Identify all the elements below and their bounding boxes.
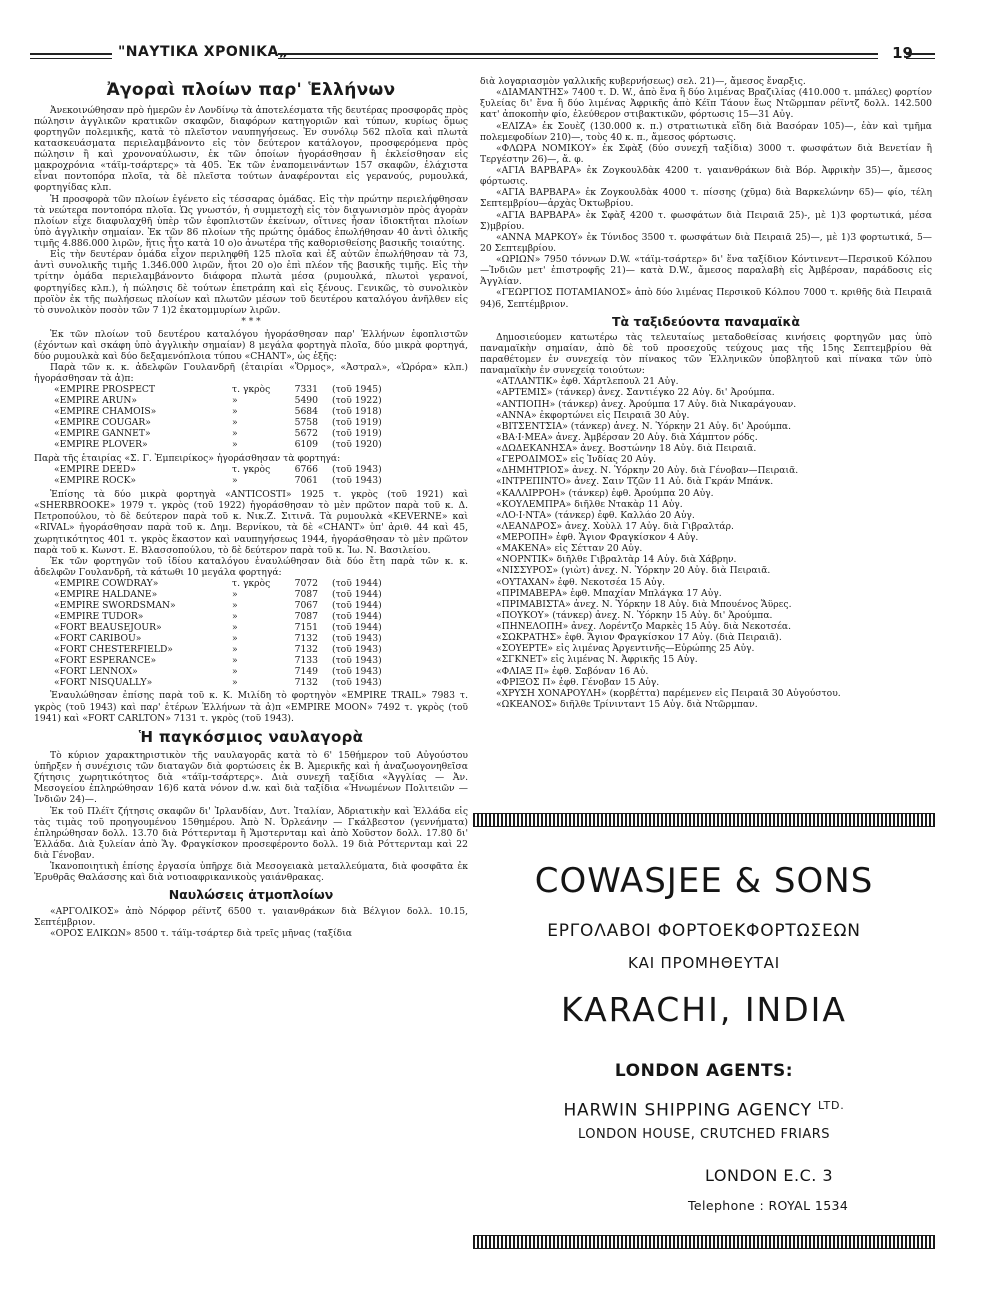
paragraph: Παρὰ τῆς ἑταιρίας «Σ. Γ. Ἐμπειρίκος» ἠγοράσθησαν τὰ φορτηγά: [34, 453, 341, 465]
movement-item: «ΒΑ·Ι·ΜΕΑ» ἀνεχ. Ἀμβέρσαν 20 Αὐγ. διὰ Χάμπτον ρόδς. [496, 431, 758, 443]
section-divider-stars: * * * [241, 316, 261, 327]
ship-list-chartered [54, 579, 402, 688]
ship-build-year: (τοῦ 1943) [332, 475, 382, 487]
ship-build-year: (τοῦ 1943) [332, 632, 382, 644]
ship-tonnage-unit: » [232, 621, 238, 633]
ship-tonnage-unit: τ. γκρὸς [232, 578, 271, 590]
movement-item: «ΜΑΚΕΝΑ» εἰς Σέτταν 20 Αὐγ. [496, 543, 643, 555]
paragraph: «ΔΙΑΜΑΝΤΗΣ» 7400 τ. D. W., ἀπὸ ἕνα ἢ δύο λιμένας Βραζιλίας (410.000 τ. μπάλες) φορτίον ξυλείας δι' ἕνα ἢ δύο λιμένας Ἀφρικῆς ἀπὸ Κέϊπ Τάουν ἕως Ντῶρμπαν ρέϊντζ δολλ. 142.500 κατ' ἀποκοπὴν φίο, ἐλεύθερον στιβακτικῶν, φόρτωσις 15—31 Αὐγ. [480, 87, 932, 121]
ship-tonnage: 7061 [294, 475, 318, 487]
header-rule-middle [278, 53, 878, 59]
paragraph: Δημοσιεύομεν κατωτέρω τὰς τελευταίως μεταδοθείσας κινήσεις φορτηγῶν μας ὑπὸ παναμαϊκὴν σημαίαν, ἀπὸ δὲ τοῦ προσεχοῦς τεύχους μας τῆς 15ης Σεπτεμβρίου θὰ παραθέτομεν ἐν συνεχείᾳ τὸν πίνακος τῶν Ἑλληνικῶν ὑποβλητοῦ καὶ πίνακα τῶν ὑπὸ παναμαϊκὴν ἐν συνεχείᾳ τοιούτων: [480, 331, 932, 377]
movement-item: «ΠΡΙΜΑΒΕΡΑ» ἐφθ. Μπαχίαν Μπλάγκα 17 Αὐγ. [496, 587, 722, 599]
ship-build-year: (τοῦ 1943) [332, 464, 382, 476]
ship-name: «EMPIRE GANNET» [54, 428, 151, 440]
paragraph: «ΑΝΝΑ ΜΑΡΚΟΥ» ἐκ Τύνιδος 3500 τ. φωσφάτων διὰ Πειραιᾶ 25)—, μὲ 1)3 φορτωτικά, 5—20 Σεπτεμβρίου. [480, 231, 932, 254]
ship-row [54, 440, 402, 451]
ship-row [54, 645, 402, 656]
ship-tonnage: 7149 [294, 665, 318, 677]
ship-name: «EMPIRE HALDANE» [54, 589, 158, 600]
paragraph: «ΟΡΟΣ ΕΛΙΚΩΝ» 8500 τ. τάϊμ-τσάρτερ διὰ τρεῖς μῆνας (ταξίδια [50, 927, 353, 939]
ad-agency-name: HARWIN SHIPPING AGENCY $^{LTD.}$ [563, 1099, 845, 1121]
paragraph: «ΓΕΩΡΓΙΟΣ ΠΟΤΑΜΙΑΝΟΣ» ἀπὸ δύο λιμένας Περσικοῦ Κόλπου 7000 τ. κριθῆς διὰ Πειραιᾶ 94)6, Σεπτέμβριον. [480, 287, 932, 310]
ship-row [54, 656, 402, 667]
movement-item: «ΑΝΤΙΟΠΗ» (τάνκερ) ἀνεχ. Ἀρούμπα 17 Αὐγ. διὰ Νικαράγουαν. [496, 398, 797, 410]
ship-name: «FORT LENNOX» [54, 665, 138, 677]
movement-item: «ΒΙΤΣΕΝΤΣΙΑ» (τάνκερ) ἀνεχ. Ν. Ὑόρκην 21 Αὐγ. δι' Ἀρούμπα. [496, 420, 792, 432]
ship-tonnage: 6766 [294, 464, 318, 476]
section-title-steamship-charters: Ναυλώσεις ἀτμοπλοίων [168, 887, 334, 903]
ship-name: «EMPIRE PLOVER» [54, 439, 148, 451]
advertisement-cowasjee [473, 813, 935, 1249]
paragraph: «ΑΓΙΑ ΒΑΡΒΑΡΑ» ἐκ Σφὰξ 4200 τ. φωσφάτων διὰ Πειραιᾶ 25)-, μὲ 1)3 φορτωτικά, μέσα Σ)μβρίου. [480, 209, 932, 232]
section-title-panamanian-ships: Τὰ ταξιδεύοντα παναμαϊκὰ [612, 313, 800, 329]
left-column [34, 76, 468, 939]
header-rule-left [30, 53, 112, 59]
ship-name: «EMPIRE PROSPECT [54, 384, 156, 396]
ship-build-year: (τοῦ 1944) [332, 578, 382, 590]
ship-tonnage: 7331 [294, 384, 318, 396]
ship-tonnage: 7133 [294, 654, 318, 666]
ad-city: KARACHI, INDIA [561, 990, 847, 1029]
movement-item: «ΔΗΜΗΤΡΙΟΣ» ἀνεχ. Ν. Ὑόρκην 20 Αὐγ. διὰ Γένοβαν—Πειραιᾶ. [496, 465, 799, 477]
movement-item: «ΝΟΡΝΤΙΚ» διῆλθε Γιβραλτὰρ 14 Αὐγ. διὰ Χάβρην. [496, 554, 737, 566]
ship-build-year: (τοῦ 1944) [332, 599, 382, 611]
movement-item: «ΔΩΔΕΚΑΝΗΣΑ» ἀνεχ. Βοστώνην 18 Αὐγ. διὰ Πειραιᾶ. [496, 443, 757, 454]
paragraph: Ἐκ τοῦ Πλέϊτ ζήτησις σκαφῶν δι' Ἰρλανδίαν, Δυτ. Ἰταλίαν, Ἀδριατικὴν καὶ Ἑλλάδα εἰς τὰς τιμὰς τοῦ προηγουμένου 15θημέρου. Ἀπὸ Ν. Ὀρλεάνην — Γκάλβεστον (γεννήματα) ἐπληρώθησαν δολλ. 13.70 διὰ Ρόττερνταμ ἢ Ἄμστερνταμ καὶ ἀπὸ Χοῦστον δολλ. 17.80 δι' Ἑλλάδα. Διὰ ξυλείαν ἀπὸ Ἅγ. Φραγκίσκον προσεφέροντο δολλ. 19 διὰ Ρόττερνταμ καὶ 22 διὰ Γένοβαν. [34, 805, 468, 862]
ship-build-year: (τοῦ 1943) [332, 665, 382, 677]
paragraph: «ΑΓΙΑ ΒΑΡΒΑΡΑ» ἐκ Ζογκουλδὰκ 4200 τ. γαιανθράκων διὰ Βόρ. Ἀφρικὴν 35)—, ἄμεσος φόρτωσις. [480, 165, 932, 188]
paragraph: Ἡ προσφορὰ τῶν πλοίων ἐγένετο εἰς τέσσαρας ὁμάδας. Εἰς τὴν πρώτην περιελήφθησαν τὰ νεώτερα ποντοπόρα πλοῖα. Ὡς γνωστόν, ἡ συμμετοχὴ εἰς τὸν διαγωνισμὸν πρὸς ἀγορὰν πλοίων εἶχε διαφυλαχθῆ ὑπὲρ τῶν ἐφοπλιστῶν ἐκείνων, οἵτινες ἦσαν ἰδιοκτῆται πλοίων ὑπὸ ἀγγλικὴν σημαίαν. Ἐκ τῶν 86 πλοίων τῆς πρώτης ὁμάδος ἐπωλήθησαν 40 ἀντὶ ὁλικῆς τιμῆς 4.886.000 λιρῶν, ἥτις ἦτο κατὰ 10 ο)ο ἀνωτέρα τῆς καθορισθείσης βασικῆς τοιαύτης. [34, 193, 468, 250]
paragraph: «ΦΛΩΡΑ ΝΟΜΙΚΟΥ» ἐκ Σφὰξ (δύο συνεχῆ ταξίδια) 3000 τ. φωσφάτων διὰ Βενετίαν ἢ Τεργέστην 26)—, ἄ. φ. [480, 142, 932, 165]
ad-telephone: Telephone : ROYAL 1534 [688, 1198, 849, 1213]
ship-name: «EMPIRE DEED» [54, 464, 136, 476]
ship-tonnage: 5684 [294, 406, 318, 418]
ship-tonnage: 7132 [294, 632, 318, 644]
page-number: 19 [892, 44, 913, 62]
movement-item: «ΠΟΥΚΟΥ» (τάνκερ) ἀνεχ. Ν. Ὑόρκην 15 Αὐγ. δι' Ἀρούμπα. [496, 609, 773, 621]
ship-tonnage-unit: » [232, 439, 238, 451]
movement-item: «ΟΥΤΑΧΑΝ» ἐφθ. Νεκοτσέα 15 Αὐγ. [496, 576, 666, 588]
ship-name: «EMPIRE COWDRAY» [54, 578, 159, 590]
ad-border-bottom [473, 1235, 935, 1249]
paragraph: Ἐπίσης τὰ δύο μικρὰ φορτηγὰ «ANTICOSTI» 1925 τ. γκρὸς (τοῦ 1921) καὶ «SHERBROOKE» 1979 τ. γκρὸς (τοῦ 1922) ἠγοράσθησαν τὸ μὲν πρῶτον παρὰ τοῦ κ. Δ. Πετροπούλου, τὸ δὲ δεύτερον παρὰ τοῦ κ. Νικ.Ζ. Σιτινᾶ. Τὰ ρυμουλκὰ «KEVERNE» καὶ «RIVAL» ἠγοράσθησαν παρὰ τοῦ κ. Δημ. Βερνίκου, τὰ δὲ «CHANT» ὑπ' ἀριθ. 44 καὶ 45, χωρητικότητος 401 τ. γκρὸς ἕκαστον καὶ ναυπηγήσεως 1944, ἠγοράσθησαν τὸ μὲν πρῶτον παρὰ τοῦ κ. Κωνστ. Ε. Βλασσοπούλου, τὸ δὲ δεύτερον παρὰ τοῦ κ. Ἰω. Ν. Βασιλείου. [34, 489, 468, 556]
movement-item: «ΑΤΛΑΝΤΙΚ» ἐφθ. Χάρτλεπουλ 21 Αὐγ. [496, 376, 679, 388]
ship-tonnage-unit: » [232, 632, 238, 644]
ship-tonnage-unit: » [232, 676, 238, 688]
paragraph: «ΩΡΙΩΝ» 7950 τόννων D.W. «τάϊμ-τσάρτερ» δι' ἕνα ταξίδιον Κόντινεντ—Περσικοῦ Κόλπου—Ἰνδιῶν μετ' ἐπιστροφῆς 21)— κατὰ D.W., ἄμεσος παραλαβὴ εἰς Ἀμβέρσαν, παράδοσις εἰς Ἀγγλίαν. [480, 254, 932, 288]
ship-name: «EMPIRE SWORDSMAN» [54, 599, 176, 611]
paragraph: Παρὰ τῶν κ. κ. ἀδελφῶν Γουλανδρῆ (ἑταιρίαι «Ὅρμος», «Ἀστραλ», «Ὡρόρα» κλπ.) ἠγοράσθησαν τὰ ἀ)π: [34, 362, 468, 385]
movement-item: «ΛΟ·Ι·ΝΤΑ» (τάνκερ) ἐφθ. Καλλάο 20 Αὐγ. [496, 509, 695, 521]
ship-tonnage: 6109 [294, 439, 318, 451]
movement-item: «ΣΩΚΡΑΤΗΣ» ἐφθ. Ἅγιον Φραγκίσκον 17 Αὐγ. (διὰ Πειραιᾶ). [496, 632, 782, 644]
ship-tonnage-unit: τ. γκρὸς [232, 384, 271, 396]
ship-name: «FORT BEAUSEJOUR» [54, 621, 162, 633]
ship-build-year: (τοῦ 1918) [332, 406, 382, 418]
ship-tonnage-unit: » [232, 665, 238, 677]
ship-build-year: (τοῦ 1944) [332, 589, 382, 600]
movement-item: «ΠΗΝΕΛΟΠΗ» ἀνεχ. Λορέντζο Μαρκὲς 15 Αὐγ. διὰ Νεκοτσέα. [496, 621, 791, 632]
ad-border-top [473, 813, 935, 827]
ship-tonnage: 5758 [294, 417, 318, 429]
running-header [30, 44, 935, 68]
ship-tonnage-unit: » [232, 417, 238, 429]
paragraph: «ΑΡΓΟΛΙΚΟΣ» ἀπὸ Νόρφορ ρέϊντζ 6500 τ. γαιανθράκων διὰ Βέλγιον δολλ. 10.15, Σεπτέμβριον. [34, 905, 468, 928]
movement-item: «ΣΓΚΝΕΤ» εἰς λιμένας Ν. Ἀφρικῆς 15 Αὐγ. [496, 654, 698, 666]
ship-tonnage-unit: » [232, 406, 238, 418]
ship-list-goulandris [54, 385, 402, 451]
ship-tonnage-unit: » [232, 395, 238, 407]
ship-tonnage: 7132 [294, 676, 318, 688]
movement-item: «ΝΙΣΣΥΡΟΣ» (γιὼτ) ἀνεχ. Ν. Ὑόρκην 20 Αὐγ. διὰ Πειραιᾶ. [496, 565, 771, 577]
ship-name: «FORT NISQUALLY» [54, 676, 153, 688]
ship-tonnage-unit: » [232, 428, 238, 440]
ship-build-year: (τοῦ 1919) [332, 417, 382, 429]
movement-list [480, 376, 932, 710]
ship-name: «EMPIRE TUDOR» [54, 610, 144, 622]
ship-build-year: (τοῦ 1943) [332, 654, 382, 666]
ship-list-embiricos [54, 465, 402, 487]
movement-item: «ΦΛΙΑΞ Π» ἐφθ. Σαβόναν 16 Αὐ. [496, 665, 649, 677]
movement-item: «ΣΟΥΕΡΤΕ» εἰς λιμένας Ἀργεντινῆς—Εὐρώπης 25 Αὐγ. [496, 643, 755, 655]
movement-item: «ΠΡΙΜΑΒΙΣΤΑ» ἀνεχ. Ν. Ὑόρκην 18 Αὐγ. διὰ Μπουένος Ἄϋρες. [496, 598, 792, 610]
paragraph: διὰ λογαριασμὸν γαλλικῆς κυβερνήσεως) σελ. 21)—, ἄμεσος ἔναρξις. [480, 76, 806, 87]
running-title: "ΝΑΥΤΙΚΑ ΧΡΟΝΙΚΑ„ [118, 44, 289, 60]
ship-row [54, 678, 402, 689]
ship-tonnage: 7132 [294, 643, 318, 655]
movement-item: «ΑΡΤΕΜΙΣ» (τάνκερ) ἀνεχ. Σαντιέγκο 22 Αὐγ. δι' Ἀρούμπα. [496, 387, 775, 399]
ship-name: «FORT ESPERANCE» [54, 654, 157, 666]
ad-agency-suffix: LTD. [818, 1099, 845, 1112]
ship-name: «FORT CARIBOU» [54, 632, 142, 644]
movement-item: «ΙΝΤΡΕΠΙΝΤΟ» ἀνεχ. Σαιν Τζῶν 11 Αὐ. διὰ Γκράν Μπάνκ. [496, 476, 774, 488]
ship-build-year: (τοῦ 1945) [332, 384, 382, 396]
ship-tonnage: 7151 [294, 621, 318, 633]
ship-tonnage-unit: » [232, 589, 238, 600]
paragraph: Ἀνεκοινώθησαν πρὸ ἡμερῶν ἐν Λονδίνῳ τὰ ἀποτελέσματα τῆς δευτέρας προσφορᾶς πρὸς πώλησιν ἀγγλικῶν κρατικῶν σκαφῶν, διαφόρων κατηγοριῶν καὶ τύπων, κυρίως ὅμως φορτηγῶν πολεμικῆς, κατὰ τὸ πλεῖστον ναυπηγήσεως. Ἐν συνόλῳ 562 πλοῖα καὶ πλωτὰ κατασκευάσματα περιελαμβάνοντο εἰς τὸν δεύτερον κατάλογον, προσφερόμενα πρὸς πώλησιν ἢ καὶ χρονοναύλωσιν, ἐκ τῶν ὁποίων ἠγοράσθησαν ἢ ἐκλείσθησαν εἰς μακροχρόνια «τάϊμ-τσάρτερς» τὰ 405. Ἐκ τῶν ἐναπομεινάντων 157 σκαφῶν, ἐλάχιστα εἶναι ποντοπόρα πλοῖα, τὰ δὲ πλεῖστα τούτων ἀναφέρονται εἰς γερανούς, ρυμουλκά, φορτηγίδας κλπ. [34, 104, 468, 194]
ship-tonnage-unit: τ. γκρὸς [232, 464, 271, 476]
ship-build-year: (τοῦ 1943) [332, 643, 382, 655]
ship-build-year: (τοῦ 1943) [332, 676, 382, 688]
movement-item: «ΩΚΕΑΝΟΣ» διῆλθε Τρίνινταντ 15 Αὐγ. διὰ Ντῶρμπαν. [496, 698, 758, 710]
ship-tonnage: 7087 [294, 610, 318, 622]
ship-tonnage: 7067 [294, 599, 318, 611]
ship-row [54, 667, 402, 678]
ad-company-name: COWASJEE & SONS [534, 861, 874, 901]
movement-item: «ΦΡΙΞΟΣ Π» ἐφθ. Γένοβαν 15 Αὐγ. [496, 676, 660, 688]
ad-agents-label: LONDON AGENTS: [614, 1061, 794, 1081]
header-rule-right [906, 53, 935, 59]
ship-tonnage: 5672 [294, 428, 318, 440]
right-column [480, 76, 932, 710]
movement-item: «ΚΑΛΛΙΡΡΟΗ» (τάνκερ) ἐφθ. Ἀρούμπα 20 Αὐγ. [496, 487, 714, 499]
ship-tonnage-unit: » [232, 610, 238, 622]
ship-tonnage-unit: » [232, 643, 238, 655]
ship-name: «EMPIRE ROCK» [54, 475, 137, 487]
ship-build-year: (τοῦ 1920) [332, 439, 382, 451]
ship-tonnage: 7087 [294, 589, 318, 600]
ship-build-year: (τοῦ 1922) [332, 395, 382, 407]
ship-name: «EMPIRE CHAMOIS» [54, 406, 157, 418]
ship-name: «FORT CHESTERFIELD» [54, 643, 173, 655]
movement-item: «ΑΝΝΑ» ἐκφορτώνει εἰς Πειραιᾶ 30 Αὐγ. [496, 409, 690, 421]
ship-tonnage: 5490 [294, 395, 318, 407]
ship-tonnage-unit: » [232, 599, 238, 611]
movement-item: «ΜΕΡΟΠΗ» ἐφθ. Ἅγιον Φραγκίσκον 4 Αὐγ. [496, 532, 699, 543]
ad-services-line-2: ΚΑΙ ΠΡΟΜΗΘΕΥΤΑΙ [628, 954, 780, 972]
movement-item: «ΚΟΥΛΕΜΠΡΑ» διῆλθε Ντακὰρ 11 Αὐγ. [496, 498, 683, 510]
paragraph: Ἱκανοποιητικὴ ἐπίσης ἐργασία ὑπῆρχε διὰ Μεσογειακὰ μεταλλεύματα, διὰ φοσφᾶτα ἐκ Ἐρυθρᾶς Θαλάσσης καὶ διὰ νοτιοαφρικανικοὺς γαιάνθρακας. [34, 861, 468, 884]
paragraph: Τὸ κύριον χαρακτηριστικὸν τῆς ναυλαγορᾶς κατὰ τὸ 6' 15θήμερον τοῦ Αὐγούστου ὑπῆρξεν ἡ συνέχισις τῶν διαταγῶν διὰ φορτώσεις ἐκ Β. Ἀμερικῆς καὶ ἡ ἀναζωογονηθεῖσα ζήτησις χωρητικότητος διὰ «τάϊμ-τσάρτερς». Διὰ συνεχῆ ταξίδια «Ἀγγλίας — Ἀν. Μεσογείου ἐπληρώθησαν 16)6 κατὰ νόνον d.w. καὶ διὰ ταξίδια «Ἡνωμένων Πολιτειῶν — Ἰνδιῶν 24)—. [34, 749, 468, 806]
paragraph: Ἐναυλώθησαν ἐπίσης παρὰ τοῦ κ. Κ. Μιλίδη τὸ φορτηγὸν «EMPIRE TRAIL» 7983 τ. γκρὸς (τοῦ 1943) καὶ παρ' ἑτέρων Ἑλλήνων τὰ ἀ)π «EMPIRE MOON» 7492 τ. γκρὸς (τοῦ 1941) καὶ «FORT CARLTON» 7131 τ. γκρὸς (τοῦ 1943). [34, 690, 468, 724]
movement-item: «ΧΡΥΣΗ ΧΟΝΑΡΟΥΛΗ» (κορβέττα) παρέμενεν εἰς Πειραιᾶ 30 Αὐγούστου. [496, 687, 841, 699]
ship-tonnage: 7072 [294, 578, 318, 590]
ship-tonnage-unit: » [232, 654, 238, 666]
paragraph: Εἰς τὴν δευτέραν ὁμάδα εἶχον περιληφθῆ 125 πλοῖα καὶ ἐξ αὐτῶν ἐπωλήθησαν τὰ 73, ἀντὶ συνολικῆς τιμῆς 1.346.000 λιρῶν, ἤτοι 20 ο)ο ἐπὶ πλέον τῆς βασικῆς τιμῆς. Εἰς τὴν τρίτην ὁμάδα περιελαμβάνοντο διάφορα πλωτὰ μέσα (ρυμουλκά, πλωτοὶ γερανοί, φορτηγίδες κλπ.), ἡ πώλησις δὲ τούτων ἐπετράπη καὶ εἰς ξένους. Γενικῶς, τὸ συνολικὸν προϊὸν ἐκ τῆς πωλήσεως πλοίων καὶ πλωτῶν μέσων τοῦ δευτέρου καταλόγου ἀνῆλθεν εἰς τὸ συνολικὸν ποσὸν τῶν 7 1)2 ἑκατομμυρίων λιρῶν. [34, 249, 468, 316]
ship-row [54, 476, 402, 487]
ship-build-year: (τοῦ 1944) [332, 621, 382, 633]
ship-tonnage-unit: » [232, 475, 238, 487]
paragraph: «ΑΓΙΑ ΒΑΡΒΑΡΑ» ἐκ Ζογκουλδὰκ 4000 τ. πίσσης (χῦμα) διὰ Βαρκελώνην 65)— φίο, τέλη Σεπτεμβρίου—ἀρχὰς Ὀκτωβρίου. [480, 187, 932, 210]
section-title-freight-market: Ἡ παγκόσμιος ναυλαγορὰ [138, 727, 364, 746]
ad-address: LONDON HOUSE, CRUTCHED FRIARS [577, 1127, 831, 1142]
paragraph: Ἐκ τῶν πλοίων τοῦ δευτέρου καταλόγου ἠγοράσθησαν παρ' Ἑλλήνων ἐφοπλιστῶν (ἐχόντων καὶ σκάφη ὑπὸ ἀγγλικὴν σημαίαν) 8 μεγάλα φορτηγὰ πλοῖα, δύο μικρὰ φορτηγά, δύο ρυμουλκὰ καὶ δύο δεξαμενόπλοια τύπου «CHANT», ὡς ἑξῆς: [34, 328, 468, 363]
ship-name: «EMPIRE ARUN» [54, 395, 138, 407]
paragraph: «ΕΛΙΖΑ» ἐκ Σουὲζ (130.000 κ. π.) στρατιωτικὰ εἴδη διὰ Βασόραν 105)—, ἐὰν καὶ τμῆμα πολεμεφοδίων 210)—, τοὺς 40 κ. π., ἄμεσος φόρτωσις. [480, 120, 932, 143]
ad-postal-district: LONDON E.C. 3 [705, 1166, 834, 1185]
movement-item: «ΛΕΑΝΔΡΟΣ» ἀνεχ. Χοὺλλ 17 Αὐγ. διὰ Γιβραλτάρ. [496, 520, 734, 532]
ship-name: «EMPIRE COUGAR» [54, 417, 151, 429]
ship-build-year: (τοῦ 1944) [332, 610, 382, 622]
ad-services-line: ΕΡΓΟΛΑΒΟΙ ΦΟΡΤΟΕΚΦΟΡΤΩΣΕΩΝ [547, 921, 861, 941]
paragraph: Ἐκ τῶν φορτηγῶν τοῦ ἰδίου καταλόγου ἐναυλώθησαν διὰ δύο ἔτη παρὰ τῶν κ. κ. ἀδελφῶν Γουλανδρῆ, τὰ κάτωθι 10 μεγάλα φορτηγά: [34, 555, 468, 578]
ship-build-year: (τοῦ 1919) [332, 428, 382, 440]
section-title-ship-purchases: Ἀγοραὶ πλοίων παρ' Ἑλλήνων [106, 80, 396, 100]
movement-item: «ΓΕΡΟΔΙΜΟΣ» εἰς Ἰνδίας 20 Αὐγ. [496, 454, 657, 466]
